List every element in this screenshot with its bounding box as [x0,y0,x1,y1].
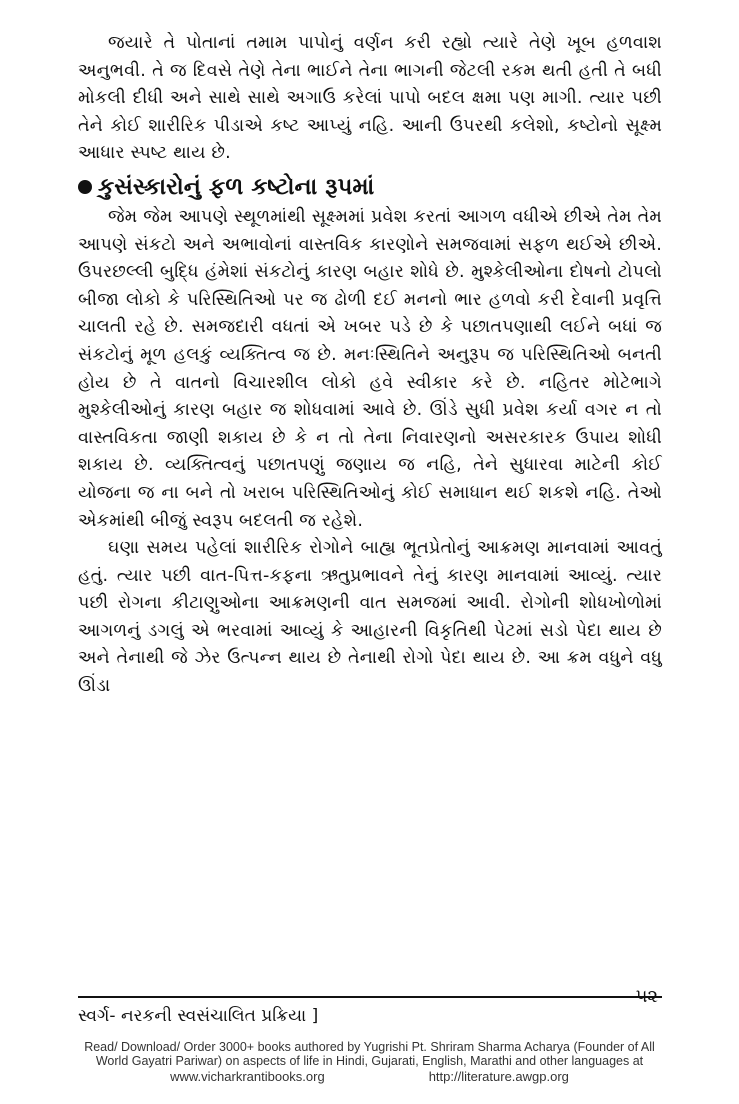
section-heading-text: કુસંસ્કારોનું ફળ કષ્ટોના રૂપમાં [98,173,375,200]
awgp-literature-link[interactable]: http://literature.awgp.org [428,1069,569,1084]
running-title: સ્વર્ગ- નરકની સ્વસંચાલિત પ્રક્રિયા ] [78,1006,319,1026]
credit-links [0,1069,739,1084]
paragraph-causes-of-troubles: જેમ જેમ આપણે સ્થૂળમાંથી સૂક્ષ્મમાં પ્રવેશ કરતાં આગળ વધીએ છીએ તેમ તેમ આપણે સંકટો અને અભાવોનાં વાસ્તવિક કારણોને સમજવામાં સફળ થઈએ છીએ. ઉપરછલ્લી બુદ્ધિ હંમેશાં સંકટોનું કારણ બહાર શોધે છે. મુશ્કેલીઓના દોષનો ટોપલો બીજા લોકો કે પરિસ્થિતિઓ પર જ ઢોળી દઈ મનનો ભાર હળવો કરી દેવાની પ્રવૃત્તિ ચાલતી રહે છે. સમજદારી વધતાં એ ખબર પડે છે કે પછાતપણાથી લઈને બધાં જ સંકટોનું મૂળ હલકું વ્યક્તિત્વ જ છે. મનઃસ્થિતિને અનુરૂપ જ પરિસ્થિતિઓ બનતી હોય છે તે વાતનો વિચારશીલ લોકો હવે સ્વીકાર કરે છે. નહિતર મોટેભાગે મુશ્કેલીઓનું કારણ બહાર જ શોધવામાં આવે છે. ઊંડે સુધી પ્રવેશ કર્યા વગર ન તો વાસ્તવિકતા જાણી શકાય છે કે ન તો તેના નિવારણનો અસરકારક ઉપાય શોધી શકાય છે. વ્યક્તિત્વનું પછાતપણું જણાય જ નહિ, તેને સુધારવા માટેની કોઈ યોજના જ ના બને તો ખરાબ પરિસ્થિતિઓનું કોઈ સમાધાન થઈ શકશે નહિ. તેઓ એકમાંથી બીજું સ્વરૂપ બદલતી જ રહેશે. [78,206,662,531]
credit-line-1: Read/ Download/ Order 3000+ books authored by Yugrishi Pt. Shriram Sharma Acharya (Founder of All [84,1040,655,1054]
page-footer [78,986,662,1036]
section-heading [78,168,662,204]
footer-divider [78,996,662,998]
publisher-credit [0,1040,739,1084]
paragraph-diseases-history: ઘણા સમય પહેલાં શારીરિક રોગોને બાહ્ય ભૂતપ્રેતોનું આક્રમણ માનવામાં આવતું હતું. ત્યાર પછી વાત-પિત્ત-કફના ઋતુપ્રભાવને તેનું કારણ માનવામાં આવ્યું. ત્યાર પછી રોગના કીટાણુઓના આક્રમણની વાત સમજમાં આવી. રોગોની શોધખોળોમાં આગળનું ડગલું એ ભરવામાં આવ્યું કે આહારની વિકૃતિથી પેટમાં સડો પેદા થાય છે અને તેનાથી જે ઝેર ઉત્પન્ન થાય છે તેનાથી રોગો પેદા થાય છે. આ ક્રમ વધુને વધુ ઊંડા [78,538,662,697]
bullet-icon [78,180,92,194]
paragraph-confession: જયારે તે પોતાનાં તમામ પાપોનું વર્ણન કરી રહ્યો ત્યારે તેણે ખૂબ હળવાશ અનુભવી. તે જ દિવસે તેણે તેના ભાઈને તેના ભાગની જેટલી રકમ થતી હતી તે બધી મોકલી દીધી અને સાથે સાથે અગાઉ કરેલાં પાપો બદલ ક્ષમા પણ માગી. ત્યાર પછી તેને કોઈ શારીરિક પીડાએ કષ્ટ આપ્યું નહિ. આની ઉપરથી કલેશો, કષ્ટોનો સૂક્ષ્મ આધાર સ્પષ્ટ થાય છે. [78,33,662,164]
page-number: ૫૨ [635,986,658,1007]
page-body [78,30,662,701]
credit-line-2: World Gayatri Pariwar) on aspects of life in Hindi, Gujarati, English, Marathi and other languages at [95,1054,644,1068]
vicharkranti-link[interactable]: www.vicharkrantibooks.org [170,1069,325,1084]
